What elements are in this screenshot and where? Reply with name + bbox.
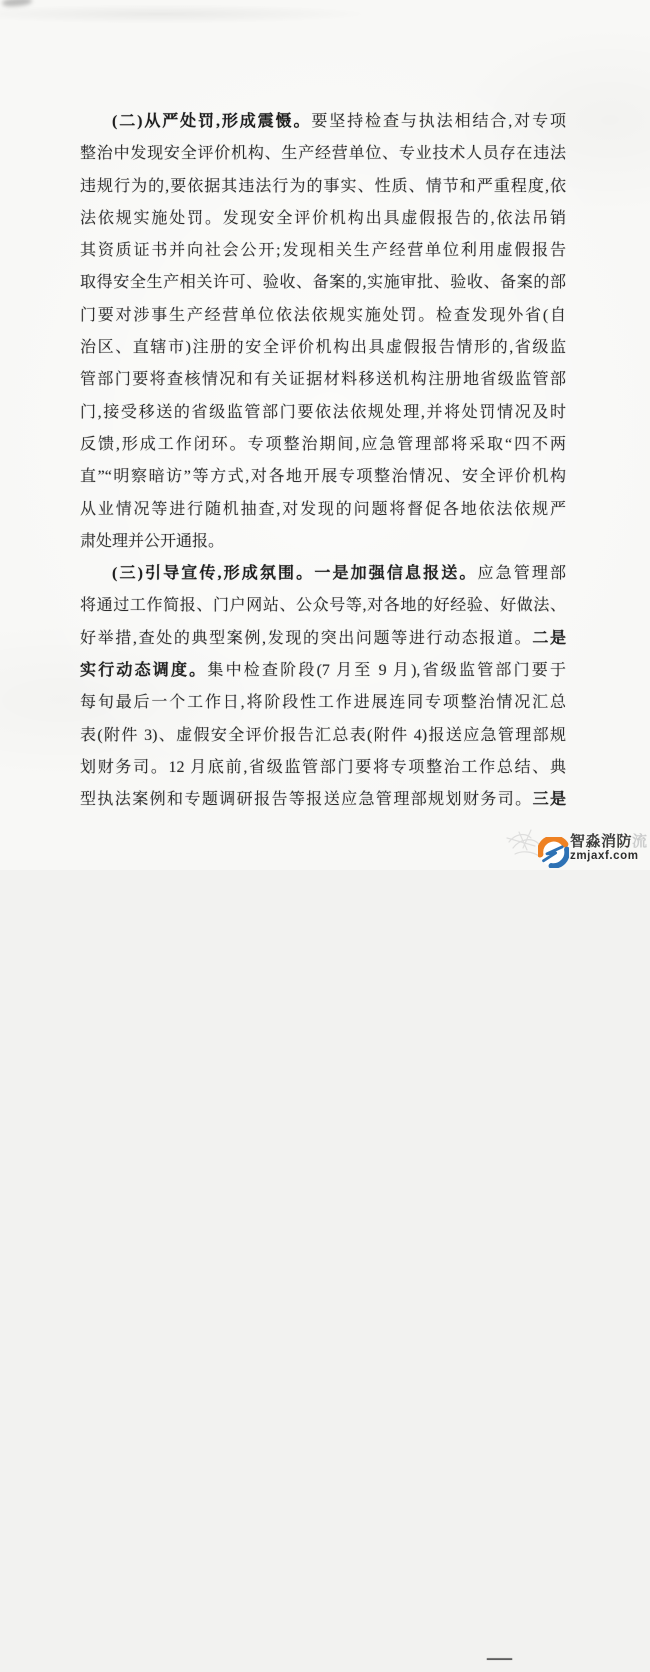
paragraph-2-line-5 <box>80 687 566 719</box>
body-text: 好举措,查处的典型案例,发现的突出问题等进行动态报道。 <box>80 629 533 647</box>
body-text: 要坚持检查与执法相结合,对专项 <box>311 113 566 130</box>
body-text: 法依规实施处罚。发现安全评价机构出具虚假报告的,依法吊销 <box>80 209 566 227</box>
emphasis-text: 实行动态调度。 <box>80 662 208 680</box>
brand-name-line <box>570 834 648 850</box>
body-text: 型执法案例和专题调研报告等报送应急管理部规划财务司。 <box>80 791 533 809</box>
brand-text <box>570 834 648 863</box>
paragraph-1-line-2 <box>80 138 566 170</box>
body-text: 取得安全生产相关许可、验收、备案的,实施审批、验收、备案的部 <box>80 274 566 292</box>
paragraph-1-line-4 <box>80 203 566 235</box>
page-number-dash: — <box>487 1644 512 1671</box>
paragraph-2-line-4 <box>80 655 566 687</box>
body-text: 集中检查阶段(7 月至 9 月),省级监管部门要于 <box>207 662 566 680</box>
paragraph-1-line-6 <box>80 267 566 299</box>
paragraph-2-line-8 <box>80 784 566 816</box>
body-text: 反馈,形成工作闭环。专项整治期间,应急管理部将采取“四不两 <box>80 435 566 453</box>
paragraph-1-line-11 <box>80 429 566 461</box>
scan-artifact-smudge <box>2 0 33 7</box>
document-text-block <box>80 106 566 817</box>
paragraph-1-line-13 <box>80 494 566 526</box>
body-text: 违规行为的,要依据其违法行为的事实、性质、情节和严重程度,依 <box>80 177 566 195</box>
body-text: 肃处理并公开通报。 <box>80 532 225 550</box>
body-text: 表(附件 3)、虚假安全评价报告汇总表(附件 4)报送应急管理部规 <box>80 726 566 744</box>
emphasis-text: 二是 <box>532 629 566 647</box>
paragraph-2-line-7 <box>80 752 566 784</box>
watermark-brand <box>538 834 648 868</box>
body-text: 其资质证书并向社会公开;发现相关生产经营单位利用虚假报告 <box>80 242 566 260</box>
brand-logo-icon <box>538 837 569 868</box>
body-text: 从业情况等进行随机抽查,对发现的问题将督促各地依法依规严 <box>80 500 566 518</box>
paragraph-2-line-3 <box>80 623 566 655</box>
brand-name: 智淼消防 <box>570 833 633 850</box>
paragraph-1-line-14 <box>80 526 566 558</box>
paragraph-1-line-7 <box>80 300 566 332</box>
body-text: 整治中发现安全评价机构、生产经营单位、专业技术人员存在违法 <box>80 145 566 163</box>
body-text: 应急管理部 <box>477 565 566 583</box>
paragraph-2-line-6 <box>80 720 566 752</box>
body-text: 每旬最后一个工作日,将阶段性工作进展连同专项整治情况汇总 <box>80 694 566 712</box>
brand-suffix: 流 <box>632 833 648 850</box>
emphasis-text: 三是 <box>532 791 566 809</box>
paragraph-2-line-2 <box>80 590 566 622</box>
emphasis-text: 一是加强信息报送。 <box>314 565 478 583</box>
body-text: 门,接受移送的省级监管部门要依法依规处理,并将处罚情况及时 <box>80 403 566 421</box>
page-footer <box>0 824 650 1671</box>
brand-domain: zmjaxf.com <box>570 850 639 862</box>
emphasis-text: (二)从严处罚,形成震慑。 <box>112 113 312 130</box>
paragraph-2-line-1 <box>80 558 566 590</box>
body-text: 治区、直辖市)注册的安全评价机构出具虚假报告情形的,省级监 <box>80 339 566 357</box>
body-text: 直”“明察暗访”等方式,对各地开展专项整治情况、安全评价机构 <box>80 468 566 486</box>
paragraph-1-line-10 <box>80 397 566 429</box>
body-text: 将通过工作简报、门户网站、公众号等,对各地的好经验、好做法、 <box>80 597 566 615</box>
body-text: 门要对涉事生产经营单位依法依规实施处罚。检查发现外省(自 <box>80 306 566 324</box>
body-text: 管部门要将查核情况和有关证据材料移送机构注册地省级监管部 <box>80 371 566 389</box>
emphasis-text: (三)引导宣传,形成氛围。 <box>112 565 315 583</box>
paragraph-1-line-5 <box>80 235 566 267</box>
paragraph-1-line-1 <box>80 106 566 138</box>
paragraph-1-line-8 <box>80 332 566 364</box>
paragraph-1-line-3 <box>80 171 566 203</box>
body-text: 划财务司。12 月底前,省级监管部门要将专项整治工作总结、典 <box>80 758 566 776</box>
paragraph-1-line-12 <box>80 461 566 493</box>
paragraph-1-line-9 <box>80 364 566 396</box>
